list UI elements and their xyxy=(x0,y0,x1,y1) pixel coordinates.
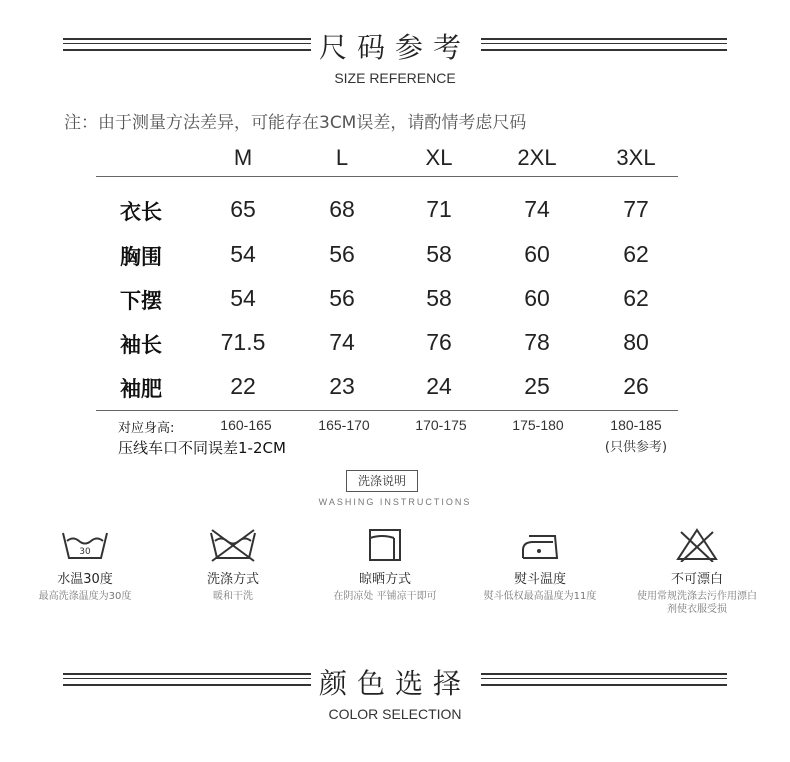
table-cell: 65 xyxy=(230,196,256,222)
row-label-length: 衣长 xyxy=(120,200,162,224)
care-description: 暖和干洗 xyxy=(213,591,253,602)
table-cell: 62 xyxy=(623,241,649,267)
table-cell: 56 xyxy=(329,241,355,267)
care-item-water-temp xyxy=(10,528,160,603)
table-cell: 25 xyxy=(524,373,550,399)
table-cell: 74 xyxy=(329,329,355,355)
table-cell: 54 xyxy=(230,285,256,311)
stitching-error-note: 压线车口不同误差1-2CM xyxy=(118,439,286,457)
column-header-xl: XL xyxy=(425,145,453,170)
care-item-wash-method xyxy=(158,528,308,603)
washing-title-box: 洗涤说明 xyxy=(346,470,418,492)
table-cell: 56 xyxy=(329,285,355,311)
care-item-no-bleach xyxy=(622,528,772,616)
row-label-chest: 胸围 xyxy=(120,245,162,269)
measurement-note: 注：由于测量方法差异，可能存在3CM误差，请酌情考虑尺码 xyxy=(64,113,527,133)
height-row-label: 对应身高: xyxy=(118,421,175,436)
table-cell: 78 xyxy=(524,329,550,355)
table-bottom-rule xyxy=(96,410,678,411)
table-cell: 23 xyxy=(329,373,355,399)
table-cell: 60 xyxy=(524,241,550,267)
column-header-2xl: 2XL xyxy=(517,145,557,170)
row-label-hem: 下摆 xyxy=(120,289,162,313)
care-title: 晾晒方式 xyxy=(358,572,411,587)
line-dry-icon xyxy=(360,528,410,562)
table-cell: 22 xyxy=(230,373,256,399)
care-description: 熨斗低权最高温度为11度 xyxy=(483,591,597,602)
care-description: 在阴凉处 平铺凉干即可 xyxy=(333,591,437,602)
wash-temp-label: 30 xyxy=(79,547,91,557)
care-title: 不可漂白 xyxy=(670,572,723,587)
column-header-m: M xyxy=(233,145,253,170)
table-cell: 60 xyxy=(524,285,550,311)
care-description: 最高洗涤温度为30度 xyxy=(38,591,132,602)
height-cell: 180-185 xyxy=(610,417,662,433)
height-cell: 165-170 xyxy=(318,417,370,433)
table-cell: 68 xyxy=(329,196,355,222)
iron-low-icon xyxy=(515,528,565,562)
table-cell: 76 xyxy=(426,329,452,355)
care-title: 熨斗温度 xyxy=(513,572,566,587)
care-title: 水温30度 xyxy=(57,572,113,587)
row-label-sleeve-width: 袖肥 xyxy=(120,377,162,401)
wash-tub-30-icon xyxy=(60,528,110,562)
table-cell: 71.5 xyxy=(220,329,266,355)
table-cell: 62 xyxy=(623,285,649,311)
do-not-wash-icon xyxy=(208,528,258,562)
height-cell: 170-175 xyxy=(415,417,467,433)
column-header-l: L xyxy=(335,145,349,170)
table-cell: 58 xyxy=(426,285,452,311)
table-cell: 58 xyxy=(426,241,452,267)
table-cell: 80 xyxy=(623,329,649,355)
color-section-subtitle: COLOR SELECTION xyxy=(328,706,462,722)
size-section-subtitle: SIZE REFERENCE xyxy=(334,70,456,86)
do-not-bleach-icon xyxy=(672,528,722,562)
care-title: 洗涤方式 xyxy=(206,572,259,587)
size-section-title: 尺码参考 xyxy=(318,31,471,64)
table-cell: 77 xyxy=(623,196,649,222)
table-cell: 24 xyxy=(426,373,452,399)
height-cell: 175-180 xyxy=(512,417,564,433)
table-top-rule xyxy=(96,176,678,177)
color-section-title: 颜色选择 xyxy=(318,667,471,700)
table-cell: 26 xyxy=(623,373,649,399)
care-item-drying xyxy=(310,528,460,603)
washing-subtitle: WASHING INSTRUCTIONS xyxy=(318,497,472,507)
care-item-iron-temp xyxy=(465,528,615,603)
table-cell: 54 xyxy=(230,241,256,267)
table-cell: 74 xyxy=(524,196,550,222)
column-header-3xl: 3XL xyxy=(616,145,656,170)
reference-only-note: (只供参考) xyxy=(604,440,668,455)
care-description: 使用常规洗涤去污作用漂白剂使衣服受损 xyxy=(637,591,757,615)
table-cell: 71 xyxy=(426,196,452,222)
height-cell: 160-165 xyxy=(220,417,272,433)
row-label-sleeve-length: 袖长 xyxy=(120,333,162,357)
